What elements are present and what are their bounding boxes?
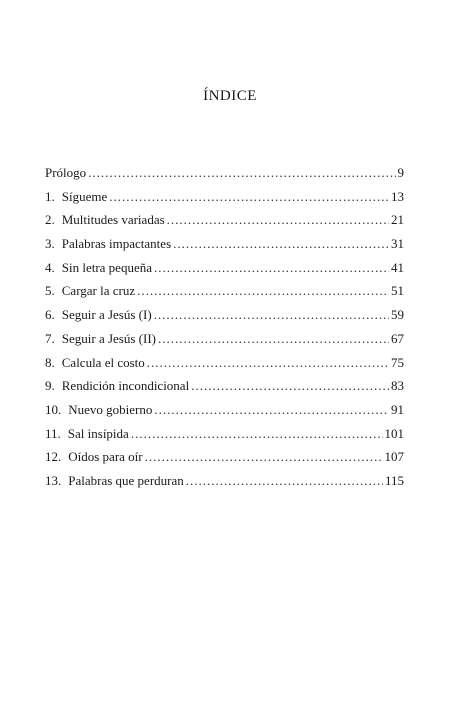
page-number: 91 — [391, 401, 404, 417]
page-number: 31 — [391, 236, 404, 252]
page-number: 75 — [391, 354, 404, 370]
chapter-number: 6. — [45, 307, 55, 323]
chapter-number: 5. — [45, 283, 55, 299]
table-of-contents — [45, 165, 404, 497]
toc-entry — [45, 283, 404, 307]
chapter-title: Rendición incondicional — [61, 378, 190, 394]
toc-entry — [45, 189, 404, 213]
chapter-title: Nuevo gobierno — [68, 401, 153, 417]
chapter-number: 2. — [45, 212, 55, 228]
chapter-title: Sin letra pequeña — [61, 259, 152, 275]
dot-leader — [154, 260, 389, 276]
chapter-title: Cargar la cruz — [61, 283, 136, 299]
dot-leader — [109, 189, 389, 205]
page-number: 59 — [391, 307, 404, 323]
dot-leader — [147, 355, 389, 371]
chapter-title: Seguir a Jesús (I) — [61, 307, 152, 323]
toc-entry — [45, 449, 404, 473]
chapter-title: Sígueme — [61, 188, 108, 204]
toc-entry — [45, 212, 404, 236]
chapter-number: 7. — [45, 330, 55, 346]
chapter-number: 10. — [45, 401, 62, 417]
dot-leader — [173, 236, 389, 252]
page-title: ÍNDICE — [203, 88, 257, 104]
dot-leader — [186, 473, 383, 489]
chapter-number: 8. — [45, 354, 55, 370]
chapter-title: Palabras impactantes — [61, 236, 172, 252]
toc-entry — [45, 260, 404, 284]
page-number: 107 — [384, 449, 404, 465]
toc-entry — [45, 473, 404, 497]
page-number: 67 — [391, 330, 404, 346]
toc-entry — [45, 236, 404, 260]
chapter-title: Sal insípida — [67, 425, 129, 441]
dot-leader — [88, 165, 395, 181]
dot-leader — [167, 212, 389, 228]
dot-leader — [191, 378, 389, 394]
chapter-title: Seguir a Jesús (II) — [61, 330, 156, 346]
chapter-title: Multitudes variadas — [61, 212, 165, 228]
dot-leader — [145, 449, 383, 465]
page-number: 115 — [384, 472, 404, 488]
chapter-number: 13. — [45, 472, 62, 488]
toc-entry — [45, 355, 404, 379]
chapter-number: 11. — [45, 425, 61, 441]
chapter-number: 3. — [45, 236, 55, 252]
toc-entry — [45, 426, 404, 450]
page-number: 83 — [391, 378, 404, 394]
dot-leader — [154, 402, 389, 418]
toc-entry — [45, 165, 404, 189]
chapter-title: Calcula el costo — [61, 354, 145, 370]
dot-leader — [137, 283, 389, 299]
page-number: 41 — [391, 259, 404, 275]
toc-entry — [45, 307, 404, 331]
dot-leader — [131, 426, 383, 442]
toc-entry — [45, 331, 404, 355]
page-number: 21 — [391, 212, 404, 228]
chapter-number: 1. — [45, 188, 55, 204]
chapter-number: 12. — [45, 449, 62, 465]
chapter-title: Prólogo — [45, 165, 87, 180]
chapter-number: 4. — [45, 259, 55, 275]
chapter-title: Oídos para oír — [68, 449, 143, 465]
dot-leader — [154, 307, 389, 323]
page-number: 51 — [391, 283, 404, 299]
chapter-number: 9. — [45, 378, 55, 394]
page-number: 9 — [397, 165, 404, 180]
chapter-title: Palabras que perduran — [68, 472, 184, 488]
page-number: 13 — [391, 188, 404, 204]
dot-leader — [158, 331, 389, 347]
toc-entry — [45, 402, 404, 426]
page-number: 101 — [384, 425, 404, 441]
toc-entry — [45, 378, 404, 402]
